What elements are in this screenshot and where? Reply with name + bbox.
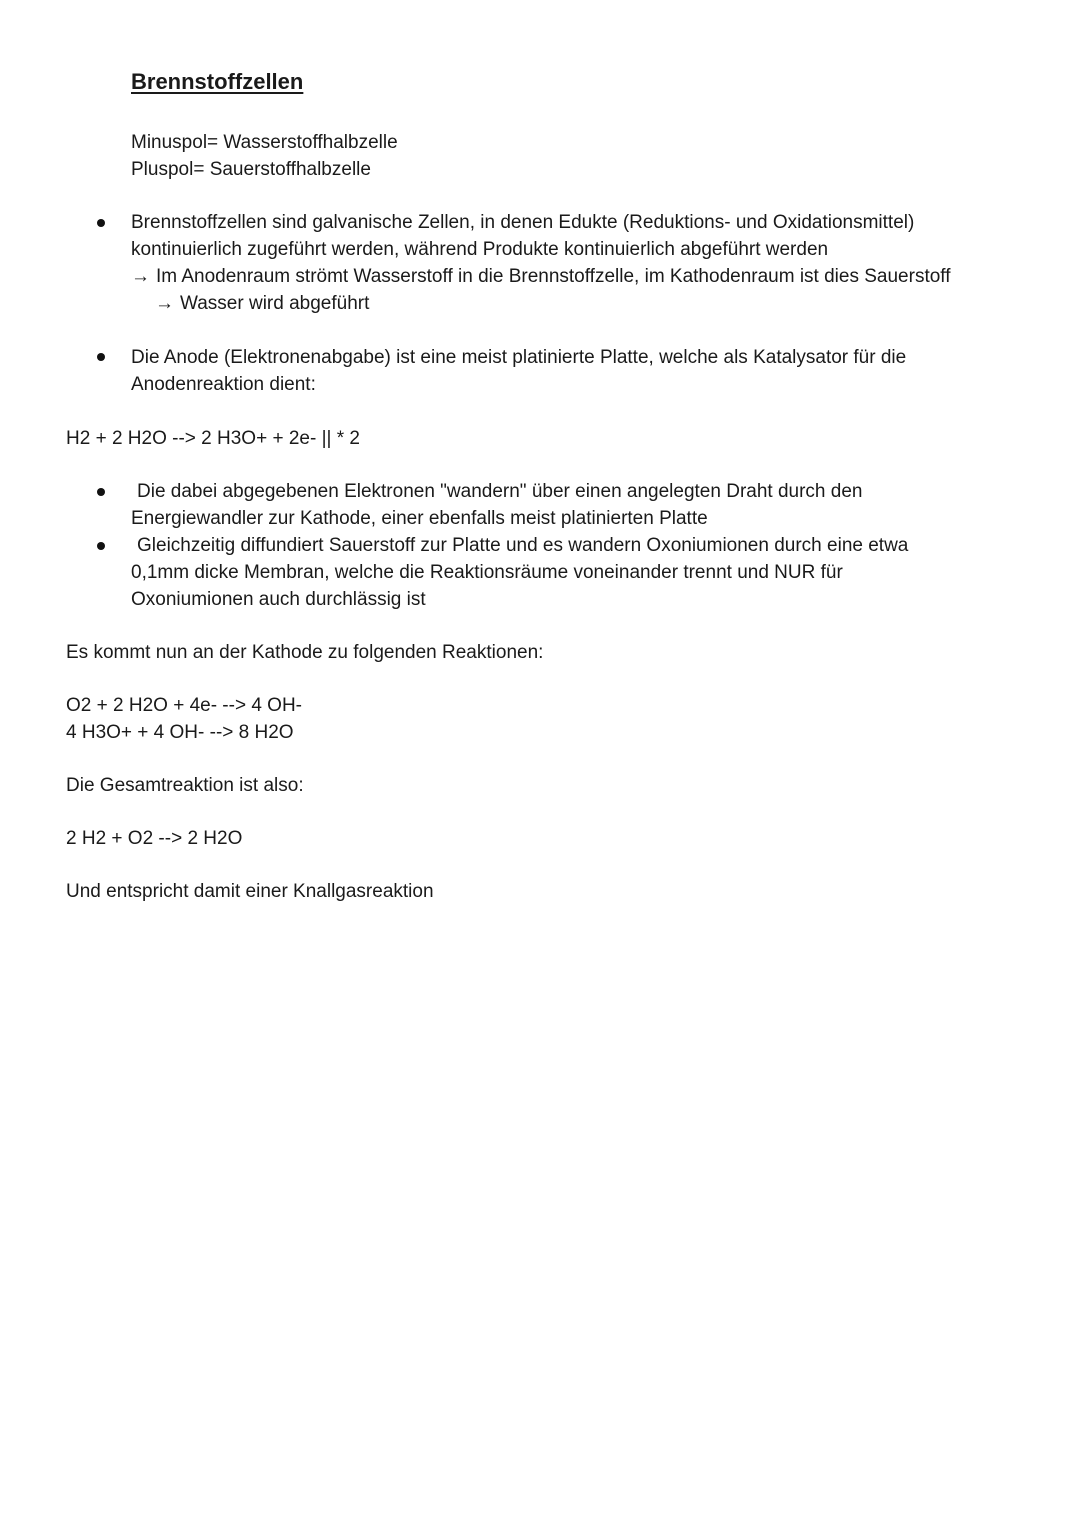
anode-equation: H2 + 2 H2O --> 2 H3O+ + 2e- || * 2 — [66, 428, 360, 449]
bullet1-line2: kontinuierlich zugeführt werden, während Produkte kontinuierlich abgeführt werden — [131, 239, 829, 260]
arrow-right-icon: → — [155, 293, 174, 314]
plus-pole-text: Pluspol= Sauerstoffhalbzelle — [131, 159, 371, 180]
bullet1-sub1-text: Im Anodenraum strömt Wasserstoff in die Brennstoffzelle, im Kathodenraum ist dies Sauerstoff — [156, 266, 951, 287]
bullet4-line3: Oxoniumionen auch durchlässig ist — [131, 589, 426, 610]
cathode-equation: O2 + 2 H2O + 4e- --> 4 OH- — [66, 695, 303, 716]
conclusion-text: Und entspricht damit einer Knallgasreaktion — [66, 881, 434, 902]
bullet-marker — [97, 353, 105, 361]
minus-pole-text: Minuspol= Wasserstoffhalbzelle — [131, 132, 398, 153]
bullet-marker — [97, 219, 105, 227]
bullet1-sub2 — [155, 290, 369, 317]
bullet3-line2: Energiewandler zur Kathode, einer ebenfalls meist platinierten Platte — [131, 508, 708, 529]
bullet-marker — [97, 542, 105, 550]
bullet1-line1: Brennstoffzellen sind galvanische Zellen, in denen Edukte (Reduktions- und Oxidationsmittel) — [131, 212, 915, 233]
arrow-right-icon: → — [131, 266, 150, 287]
bullet1-sub1 — [131, 263, 951, 290]
bullet1-sub2-text: Wasser wird abgeführt — [180, 293, 370, 314]
total-equation: 2 H2 + O2 --> 2 H2O — [66, 828, 243, 849]
cathode-intro: Es kommt nun an der Kathode zu folgenden Reaktionen: — [66, 642, 544, 663]
bullet2-line2: Anodenreaktion dient: — [131, 374, 316, 395]
cathode-equation: 4 H3O+ + 4 OH- --> 8 H2O — [66, 722, 294, 743]
bullet2-line1: Die Anode (Elektronenabgabe) ist eine meist platinierte Platte, welche als Katalysator für die — [131, 347, 907, 368]
bullet-marker — [97, 488, 105, 496]
bullet4-line1: Gleichzeitig diffundiert Sauerstoff zur Platte und es wandern Oxoniumionen durch eine etwa — [137, 535, 909, 556]
page-title: Brennstoffzellen — [131, 69, 304, 94]
bullet3-line1: Die dabei abgegebenen Elektronen "wandern" über einen angelegten Draht durch den — [137, 481, 863, 502]
bullet4-line2: 0,1mm dicke Membran, welche die Reaktionsräume voneinander trennt und NUR für — [131, 562, 843, 583]
total-intro: Die Gesamtreaktion ist also: — [66, 775, 304, 796]
